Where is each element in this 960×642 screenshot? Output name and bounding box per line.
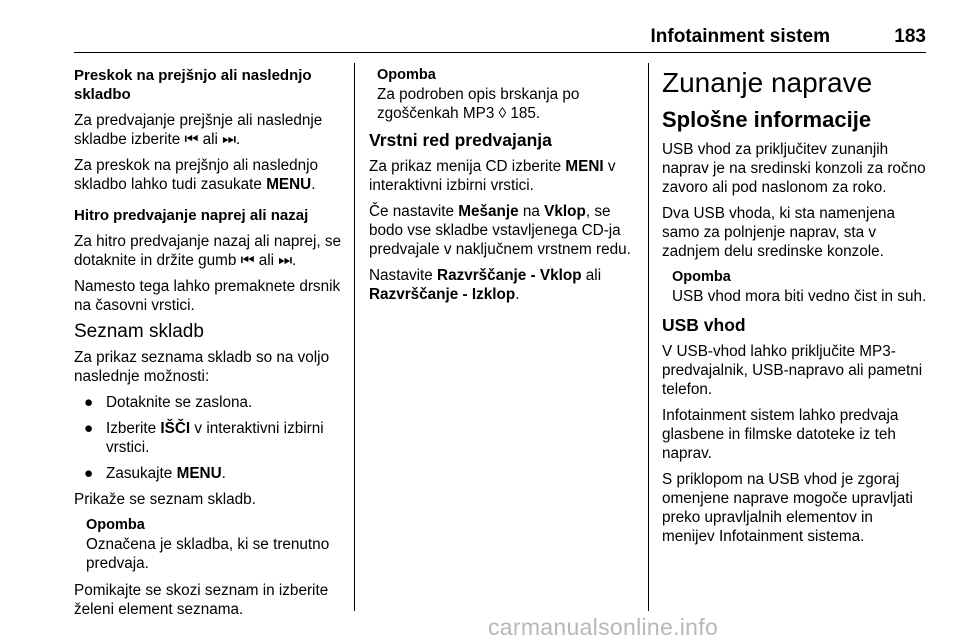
skip-previous-icon: ⏮ — [240, 252, 255, 269]
column-2 — [369, 66, 641, 311]
paragraph-sort — [369, 266, 641, 304]
text: Izberite — [106, 420, 161, 437]
text: Za prikaz menija CD izberite — [369, 158, 566, 175]
text: Za preskok na prejšnjo ali naslednjo skladbo lahko tudi zasukate — [74, 157, 319, 193]
paragraph-scroll-list: Pomikajte se skozi seznam in izberite želeni element seznama. — [74, 582, 329, 618]
key-meni: MENI — [565, 158, 604, 175]
text: Za podroben opis brskanja po zgoščenkah MP3 — [377, 86, 580, 122]
paragraph-skip-menu — [74, 156, 346, 194]
text: ali — [254, 252, 279, 269]
paragraph-skip-track — [74, 111, 346, 149]
page-reference-icon: ◊ — [498, 105, 507, 122]
text: , se bodo vse skladbe vstavljenega CD-ja predvajale v naključnem vrstnem redu. — [369, 203, 631, 258]
note-title: Opomba — [377, 67, 436, 83]
text: Dotaknite se zaslona. — [106, 394, 253, 411]
paragraph-slider: Namesto tega lahko premaknete drsnik na časovni vrstici. — [74, 278, 341, 314]
note-box — [74, 516, 346, 573]
text: na — [518, 203, 545, 220]
skip-next-icon: ⏭ — [222, 131, 236, 148]
section-title-track-list: Seznam skladb — [74, 321, 204, 342]
bullet-icon: ● — [84, 420, 94, 437]
note-box — [369, 66, 641, 123]
note-text — [377, 85, 641, 123]
text: . — [235, 131, 241, 148]
note-text: USB vhod mora biti vedno čist in suh. — [672, 288, 927, 305]
paragraph-cd-menu — [369, 157, 641, 195]
skip-previous-icon: ⏮ — [184, 131, 199, 148]
paragraph-track-list-intro: Za prikaz seznama skladb so na voljo naslednje možnosti: — [74, 349, 330, 385]
text: Nastavite — [369, 267, 438, 284]
page-header — [74, 24, 926, 53]
column-1 — [74, 66, 346, 626]
key-shuffle: Mešanje — [458, 203, 519, 220]
text: Za predvajanje prejšnje ali naslednje skladbe izberite — [74, 112, 323, 148]
text: . — [515, 286, 520, 303]
chapter-title: Zunanje naprave — [662, 67, 873, 98]
key-sort-off: Razvrščanje - Izklop — [369, 286, 516, 303]
column-divider-2 — [648, 63, 649, 611]
skip-next-icon: ⏭ — [278, 252, 293, 269]
page-number: 183 — [894, 26, 926, 47]
list-item — [74, 464, 346, 483]
text: 185. — [506, 105, 541, 122]
paragraph-shuffle — [369, 202, 641, 259]
paragraph-usb-control: S priklopom na USB vhod je zgoraj omenjene naprave mogoče upravljati preko upravljalnih elementov in menijev Infotainment sistema. — [662, 471, 913, 545]
key-on: Vklop — [544, 203, 586, 220]
text: v interaktivni izbirni vrstici. — [369, 158, 616, 194]
key-menu: MENU — [266, 176, 312, 193]
list-item — [74, 419, 346, 457]
text: v interaktivni izbirni vrstici. — [106, 420, 324, 456]
section-title-usb-input: USB vhod — [662, 315, 746, 335]
header-title: Infotainment sistem — [650, 26, 830, 47]
paragraph-usb-location: USB vhod za priključitev zunanjih naprav je na sredinski konzoli za ročno zavoro ali pod naslonom za roko. — [662, 141, 926, 196]
text: . — [292, 252, 297, 269]
bullet-icon: ● — [84, 394, 94, 411]
note-title: Opomba — [86, 517, 145, 533]
section-title-skip-track: Preskok na prejšnjo ali naslednjo skladbo — [74, 67, 312, 103]
options-list — [74, 393, 346, 483]
paragraph-usb-charging: Dva USB vhoda, ki sta namenjena samo za polnjenje naprav, sta v zadnjem delu sredinske konzole. — [662, 205, 895, 260]
section-title-fast-forward: Hitro predvajanje naprej ali nazaj — [74, 207, 309, 224]
key-menu: MENU — [176, 465, 222, 482]
bullet-icon: ● — [84, 465, 94, 482]
section-title-play-order: Vrstni red predvajanja — [369, 130, 552, 150]
key-isci: IŠČI — [160, 420, 191, 437]
paragraph-fast-forward — [74, 232, 346, 270]
text: Za hitro predvajanje nazaj ali naprej, se dotaknite in držite gumb — [74, 233, 342, 269]
note-box — [662, 268, 928, 306]
column-divider-1 — [354, 63, 355, 611]
text: Če nastavite — [369, 203, 459, 220]
text: . — [221, 465, 226, 482]
note-title: Opomba — [672, 269, 731, 285]
text: . — [311, 176, 316, 193]
note-text: Označena je skladba, ki se trenutno predvaja. — [86, 536, 330, 572]
paragraph-usb-media: Infotainment sistem lahko predvaja glasbene in filmske datoteke iz teh naprav. — [662, 407, 899, 462]
list-item — [74, 393, 346, 412]
text: ali — [198, 131, 223, 148]
column-3 — [662, 66, 928, 553]
paragraph-usb-devices: V USB-vhod lahko priključite MP3-predvajalnik, USB-napravo ali pametni telefon. — [662, 343, 923, 398]
key-sort-on: Razvrščanje - Vklop — [437, 267, 582, 284]
watermark: carmanualsonline.info — [488, 614, 719, 640]
section-title-general: Splošne informacije — [662, 107, 872, 132]
text: ali — [581, 267, 602, 284]
paragraph-list-shown: Prikaže se seznam skladb. — [74, 491, 256, 508]
text: Zasukajte — [106, 465, 177, 482]
